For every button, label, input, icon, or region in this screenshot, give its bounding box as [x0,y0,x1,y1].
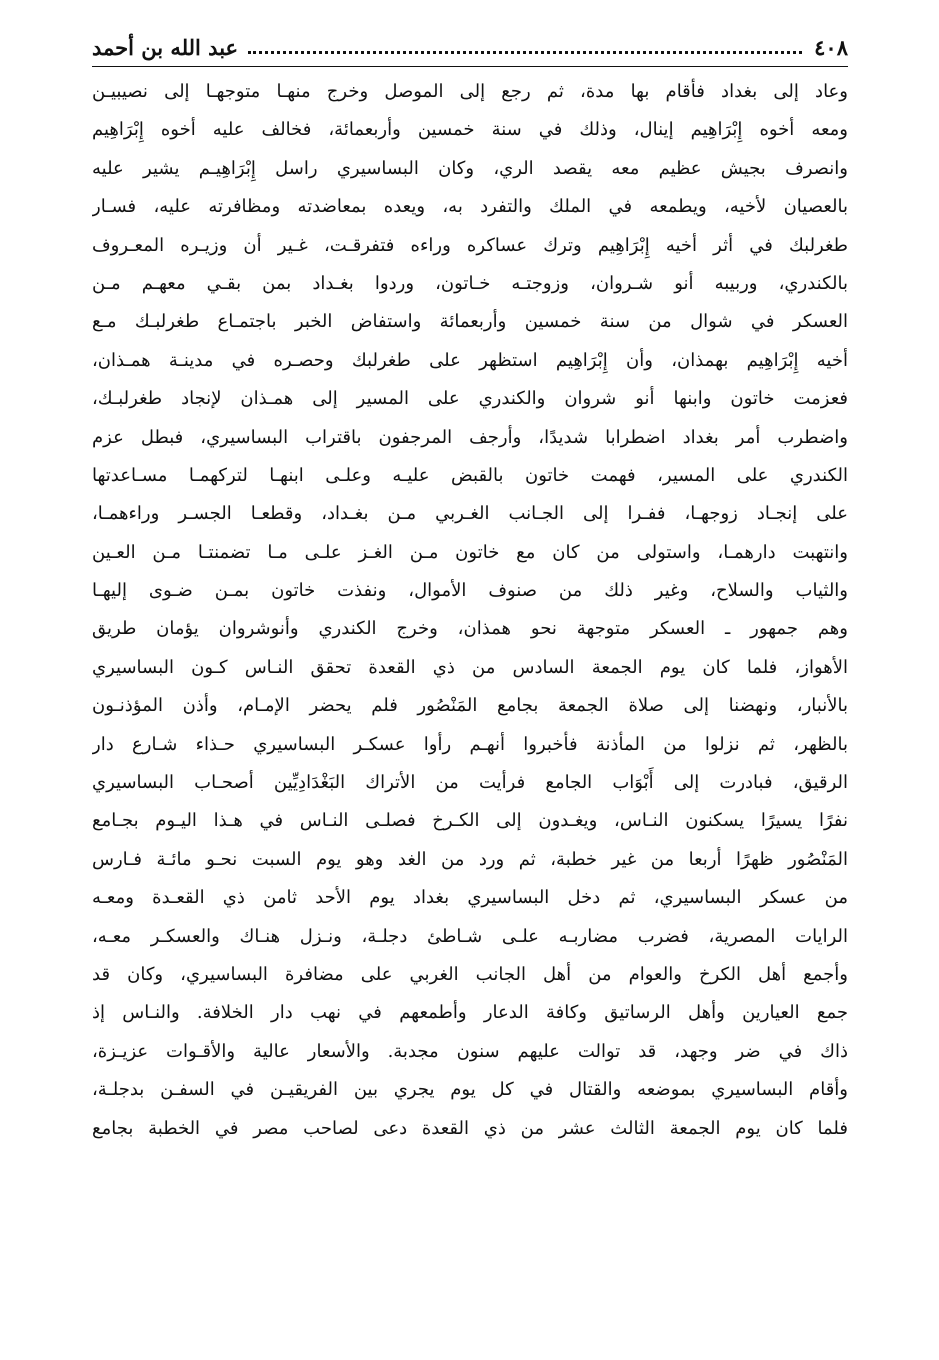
body-text [92,73,848,1148]
text-line: العسكر في شوال من سنة خمسين وأربعمائة واستفاض الخبر باجتمـاع طغرلبـك مـع [92,311,848,333]
text-line: الأهواز، فلما كان يوم الجمعة السادس من ذي القعدة تحقق النـاس كـون البساسيري [92,656,848,678]
book-page [92,30,848,1148]
running-title: عبد الله بن أحمد [92,35,239,60]
text-line: بالأنبار، ونهضنا إلى صلاة الجمعة بجامع المَنْصُور فلم يحضر الإمـام، وأذن المؤذنـون [92,695,848,717]
text-line: وأقام البساسيري بموضعه والقتال في كل يوم يجري بين الفريقيـن في السفـن بدجلـة، [92,1079,848,1101]
text-line: وأجمع أهل الكرخ والعوام من أهل الجانب الغربي على مضافرة البساسيري، وكان قد [92,963,848,985]
text-line: فعزمت خاتون وابنها أنو شروان والكندري على المسير إلى همـذان لإنجاد طغرلبـك، [92,388,848,410]
text-line: على إنجـاد زوجهـا، ففـرا إلى الجـانب الغـربي مـن بغـداد، وقطعـا الجسـر وراءهمـا، [92,503,848,525]
text-line: وهم جمهور ـ العسكر متوجهة نحو همذان، وخرج الكندري وأنوشروان يؤمان طريق [92,618,848,640]
text-line: أخيه إِبْرَاهِيم بهمذان، وأن إِبْرَاهِيم استظهر على طغرلبك وحصـره في مدينـة همـذان، [92,349,848,371]
text-line: والثياب والسلاح، وغير ذلك من صنوف الأموال، ونفذت خاتون بمـن ضـوى إليهـا [92,580,848,602]
page-header [92,30,848,67]
text-line: ذاك في ضر وجهد، قد توالت عليهم سنون مجدبة. والأسعار عالية والأقـوات عزيـزة، [92,1040,848,1062]
text-line: واضطرب أمر بغداد اضطرابا شديدًا، وأرجف المرجفون باقتراب البساسيري، فبطل عزم [92,426,848,448]
text-line: وانتهبت دارهمـا، واستولى من كان مع خاتون مـن الغـز علـى مـا تضمنتـا مـن العـين [92,541,848,563]
text-line: فلما كان يوم الجمعة الثالث عشر من ذي القعدة دعى لصاحب مصر في الخطبة بجامع [92,1117,848,1139]
text-line: الكندري على المسير، فهمت خاتون بالقبض عليـه وعلـى ابنهـا لتركهمـا مسـاعدتها [92,464,848,486]
text-line: بالظهر، ثم نزلوا من المأذنة فأخبروا أنهـم رأوا عسكـر البساسيري حـذاء شـارع دار [92,733,848,755]
text-line: الرقيق، فبادرت إلى أَبْوَاب الجامع فرأيت من الأتراك البَغْدَادِيِّين أصحـاب البساسيري [92,772,848,794]
text-line: الرايات المصرية، فضرب مضاربـه علـى شـاطئ دجلـة، ونـزل هنـاك والعسكـر معـه، [92,925,848,947]
text-line: ومعه أخوه إِبْرَاهِيم إينال، وذلك في سنة خمسين وأربعمائة، فخالف عليه أخوه إِبْرَاهِيم [92,119,848,141]
text-line: المَنْصُور ظهرًا أربعا من غير خطبة، ثم ورد من الغد وهو يوم السبت نحـو مائـة فـارس [92,848,848,870]
text-line: وعاد إلى بغداد فأقام بها مدة، ثم رجع إلى الموصل وخرج منهـا متوجهـا إلى نصيبيـن [92,81,848,102]
text-line: طغرلبك في أثر أخيه إِبْرَاهِيم وترك عساكره وراءه فتفرقـت، غـير أن وزيـره المعـروف [92,234,848,256]
text-line: وانصرف بجيش عظيم معه يقصد الري، وكان البساسيري راسل إِبْرَاهِيـم يشير عليه [92,157,848,179]
text-line: جمع العيارين وأهل الرساتيق وكافة الدعار وأطمعهم في نهب دار الخلافة. والنـاس إذ [92,1002,848,1024]
text-line: نفرًا يسيرًا يسكنون النـاس، ويغـدون إلى الكـرخ فصلـى النـاس في هـذا اليـوم بجـامع [92,810,848,832]
text-line: بالكندري، وربيبه أنو شـروان، وزوجتـه خـاتون، وردوا بغـداد بمن بقـي معهـم مـن [92,272,848,294]
text-line: بالعصيان لأخيه، ويطمعه في الملك والتفرد به، ويعده بمعاضدته ومظافرته عليه، فسـار [92,196,848,218]
page-number: ٤٠٨ [814,35,848,60]
text-line: من عسكر البساسيري، ثم دخل البساسيري بغداد يوم الأحد ثامن ذي القعـدة ومعـه [92,887,848,909]
dotted-leader [248,51,802,54]
